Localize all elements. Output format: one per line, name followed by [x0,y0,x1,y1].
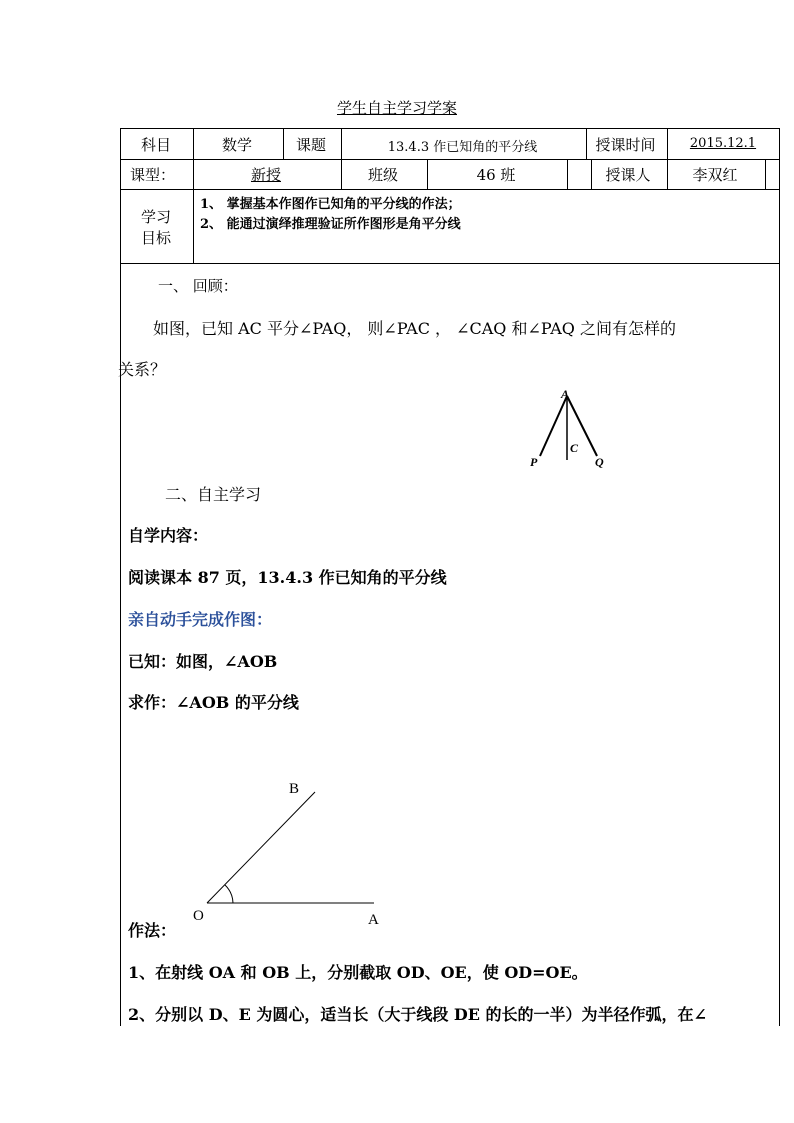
ray-ob [207,792,315,903]
self-study-content-label: 自学内容： [128,526,209,545]
section2-heading: 二、自主学习 [165,485,262,504]
time-value: 2015.12.1 [689,136,757,151]
label-a2: A [368,912,379,928]
ray-ap [540,396,567,456]
label-c: C [570,441,579,455]
goal-item-1: 1、 掌握基本作图作已知角的平分线的作法； [200,197,461,212]
goals-label-line1: 学习 [140,208,171,226]
type-value: 新授 [250,166,281,184]
method-step-1: 1、在射线 OA 和 OB 上，分别截取 OD、OE，使 OD=OE。 [128,963,588,982]
given-statement: 已知：如图，∠AOB [128,652,278,671]
type-label: 课型： [130,166,176,184]
label-o: O [193,908,204,924]
method-step-2: 2、分别以 D、E 为圆心，适当长（大于线段 DE 的长的一半）为半径作弧，在∠ [128,1005,707,1024]
class-label: 班级 [367,166,398,184]
label-p: P [530,455,538,469]
angle-arc [225,885,233,903]
subject-value: 数学 [221,136,252,154]
section1-question-line2: 关系？ [118,360,167,379]
label-q: Q [595,455,604,469]
goal-item-2: 2、 能通过演绎推理验证所作图形是角平分线 [200,217,461,232]
subject-label: 科目 [140,136,171,154]
construct-statement: 求作：∠AOB 的平分线 [128,693,299,712]
teacher-label: 授课人 [605,166,651,184]
class-value: 46 班 [476,166,516,184]
time-label: 授课时间 [595,136,656,154]
method-label: 作法： [128,921,177,940]
label-b: B [289,781,300,797]
topic-label: 课题 [295,136,326,154]
goals-label-line2: 目标 [140,229,171,247]
teacher-value: 李双红 [692,166,738,184]
topic-value: 13.4.3 作已知角的平分线 [387,140,538,155]
section1-question-line1: 如图，已知 AC 平分∠PAQ， 则∠PAC ， ∠CAQ 和∠PAQ 之间有怎样的 [153,319,676,338]
label-a: A [561,387,570,401]
document-title: 学生自主学习学案 [336,99,457,117]
hands-on-prompt: 亲自动手完成作图： [128,610,273,629]
reading-assignment: 阅读课本 87 页，13.4.3 作已知角的平分线 [128,568,447,587]
section1-heading: 一、 回顾： [158,277,238,295]
